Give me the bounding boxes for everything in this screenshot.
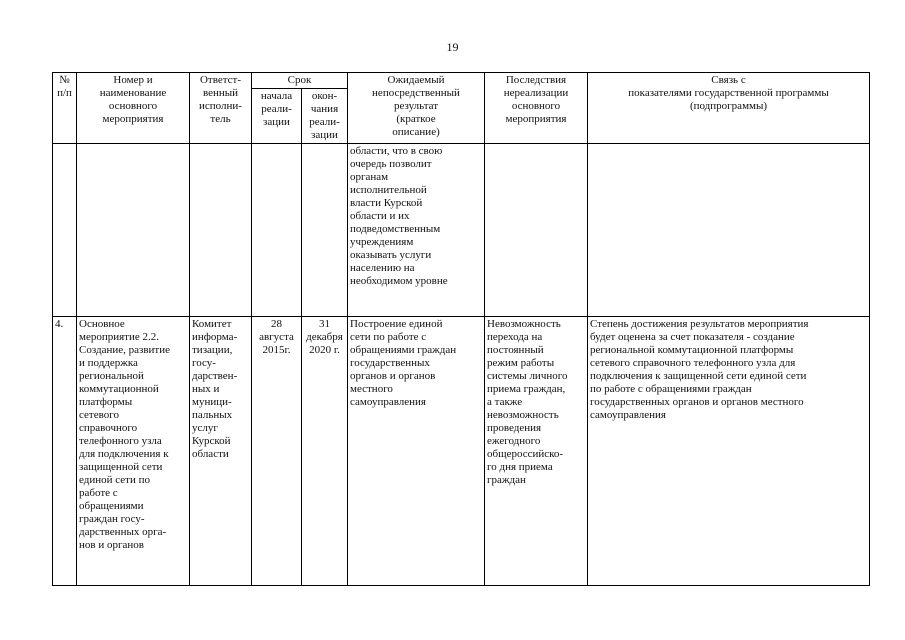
text-line: Связь с [711, 74, 746, 86]
header-term-start [252, 89, 302, 144]
cell-result [348, 144, 485, 317]
table-row-4 [53, 317, 870, 586]
text-line: № [59, 74, 70, 86]
text-line: Номер и [113, 74, 153, 86]
cell-end [302, 317, 348, 586]
header-expected-result [348, 73, 485, 144]
header-responsible [190, 73, 252, 144]
cell-link [588, 144, 870, 317]
text-line: самоуправления [350, 396, 426, 408]
text-line: ных и [192, 383, 220, 395]
cell-end [302, 144, 348, 317]
cell-text [350, 145, 482, 288]
cell-consequences [485, 317, 588, 586]
cell-responsible [190, 144, 252, 317]
cell-text [350, 74, 482, 139]
table-row-continuation [53, 144, 870, 317]
text-line: реали- [309, 116, 340, 128]
text-line: основного [511, 100, 561, 112]
text-line: пальных [192, 409, 233, 421]
text-line: го дня приема [487, 461, 553, 473]
text-line: Основное [79, 318, 125, 330]
text-line: результат [393, 100, 439, 112]
text-line: мероприятие 2.2. [79, 331, 160, 343]
cell-text [192, 74, 249, 126]
text-line: работе с [79, 487, 118, 499]
text-line: венный [202, 87, 239, 99]
cell-text [254, 90, 299, 129]
text-line: услуг [192, 422, 218, 434]
text-line: коммутационной [79, 383, 159, 395]
text-line: подключения к защищенной сети единой сети [590, 370, 807, 382]
cell-text [350, 318, 482, 409]
text-line: Комитет [192, 318, 232, 330]
text-line: для подключения к [79, 448, 169, 460]
text-line: по работе с обращениями граждан [590, 383, 752, 395]
text-line: окон- [311, 90, 338, 102]
cell-text [304, 318, 345, 357]
text-line: тель [210, 113, 231, 125]
cell-text [79, 74, 187, 126]
text-line: показателями государственной программы [628, 87, 829, 99]
text-line: будет оценена за счет показателя - создание [590, 331, 795, 343]
text-line: (краткое [396, 113, 436, 125]
text-line: местного [350, 383, 393, 395]
text-line: 31 [319, 318, 330, 330]
measures-table [52, 72, 870, 586]
text-line: единой сети по [79, 474, 150, 486]
cell-responsible [190, 317, 252, 586]
text-line: мероприятия [102, 113, 164, 125]
page-number: 19 [446, 40, 459, 54]
text-line: режим работы [487, 357, 555, 369]
text-line: нереализации [503, 87, 569, 99]
cell-text [304, 90, 345, 142]
text-line: исполнительной [350, 184, 427, 196]
text-line: необходимом уровне [350, 275, 448, 287]
text-line: дарствен- [192, 370, 238, 382]
text-line: населению на [350, 262, 415, 274]
text-line: Невозможность [487, 318, 561, 330]
text-line: мероприятия [505, 113, 567, 125]
text-line: госу- [192, 357, 216, 369]
text-line: Ответст- [199, 74, 242, 86]
cell-name [77, 317, 190, 586]
text-line: муници- [192, 396, 232, 408]
text-line: государственных [350, 357, 430, 369]
header-term-end [302, 89, 348, 144]
text-line: Степень достижения результатов мероприятия [590, 318, 809, 330]
cell-num [53, 144, 77, 317]
text-line: оказывать услуги [350, 249, 432, 261]
cell-num: 4. [53, 317, 77, 586]
text-line: а также [487, 396, 523, 408]
text-line: Ожидаемый [387, 74, 445, 86]
text-line: обращениями граждан [350, 344, 457, 356]
text-line: и поддержка [79, 357, 138, 369]
text-line: очередь позволит [350, 158, 432, 170]
text-line: Построение единой [350, 318, 443, 330]
text-line: 2015г. [262, 344, 291, 356]
text-line: чания [310, 103, 339, 115]
text-line: наименование [99, 87, 167, 99]
text-line: органов и органов [350, 370, 436, 382]
text-line: перехода на [487, 331, 543, 343]
text-line: сети по работе с [350, 331, 427, 343]
header-num [53, 73, 77, 144]
text-line: приема граждан, [487, 383, 566, 395]
text-line: власти Курской [350, 197, 423, 209]
text-line: обращениями [79, 500, 144, 512]
text-line: тизации, [192, 344, 233, 356]
text-line: постоянный [487, 344, 544, 356]
text-line: платформы [79, 396, 133, 408]
text-line: области [192, 448, 229, 460]
text-line: (подпрограммы) [689, 100, 768, 112]
cell-link [588, 317, 870, 586]
cell-text [590, 318, 867, 422]
cell-consequences [485, 144, 588, 317]
text-line: системы личного [487, 370, 568, 382]
text-line: проведения [487, 422, 542, 434]
text-line: зации [311, 129, 338, 141]
text-line: граждан госу- [79, 513, 145, 525]
text-line: самоуправления [590, 409, 666, 421]
header-consequences [485, 73, 588, 144]
text-line: Создание, развитие [79, 344, 171, 356]
cell-result [348, 317, 485, 586]
text-line: декабря [306, 331, 343, 343]
text-line: сетевого [79, 409, 119, 421]
text-line: области и их [350, 210, 410, 222]
text-line: защищенной сети [79, 461, 163, 473]
text-line: 2020 г. [309, 344, 340, 356]
text-line: 28 [271, 318, 282, 330]
text-line: государственных органов и органов местного [590, 396, 804, 408]
cell-text [79, 318, 187, 552]
cell-text [254, 318, 299, 357]
cell-text [487, 318, 585, 487]
cell-text [192, 318, 249, 461]
header-name [77, 73, 190, 144]
text-line: непосредственный [372, 87, 460, 99]
text-line: исполни- [199, 100, 242, 112]
text-line: учреждениям [350, 236, 414, 248]
text-line: телефонного узла [79, 435, 162, 447]
header-row-1 [53, 73, 870, 89]
text-line: невозможность [487, 409, 559, 421]
text-line: описание) [392, 126, 440, 138]
text-line: начала [260, 90, 293, 102]
text-line: августа [259, 331, 294, 343]
text-line: общероссийско- [487, 448, 564, 460]
header-term: Срок [252, 73, 348, 89]
text-line: региональной коммутационной платформы [590, 344, 794, 356]
cell-start [252, 144, 302, 317]
text-line: зации [263, 116, 290, 128]
cell-text [55, 74, 74, 100]
cell-name [77, 144, 190, 317]
text-line: органам [350, 171, 389, 183]
text-line: Курской [192, 435, 231, 447]
text-line: области, что в свою [350, 145, 443, 157]
text-line: Последствия [505, 74, 567, 86]
text-line: реали- [261, 103, 292, 115]
text-line: подведомственным [350, 223, 441, 235]
cell-start [252, 317, 302, 586]
text-line: нов и органов [79, 539, 144, 551]
text-line: граждан [487, 474, 526, 486]
text-line: дарственных орга- [79, 526, 167, 538]
text-line: п/п [57, 87, 72, 99]
text-line: информа- [192, 331, 238, 343]
text-line: региональной [79, 370, 144, 382]
cell-text [487, 74, 585, 126]
text-line: основного [108, 100, 158, 112]
text-line: справочного [79, 422, 138, 434]
cell-text [590, 74, 867, 113]
text-line: ежегодного [487, 435, 541, 447]
text-line: сетевого справочного телефонного узла для [590, 357, 796, 369]
header-link-indicators [588, 73, 870, 144]
